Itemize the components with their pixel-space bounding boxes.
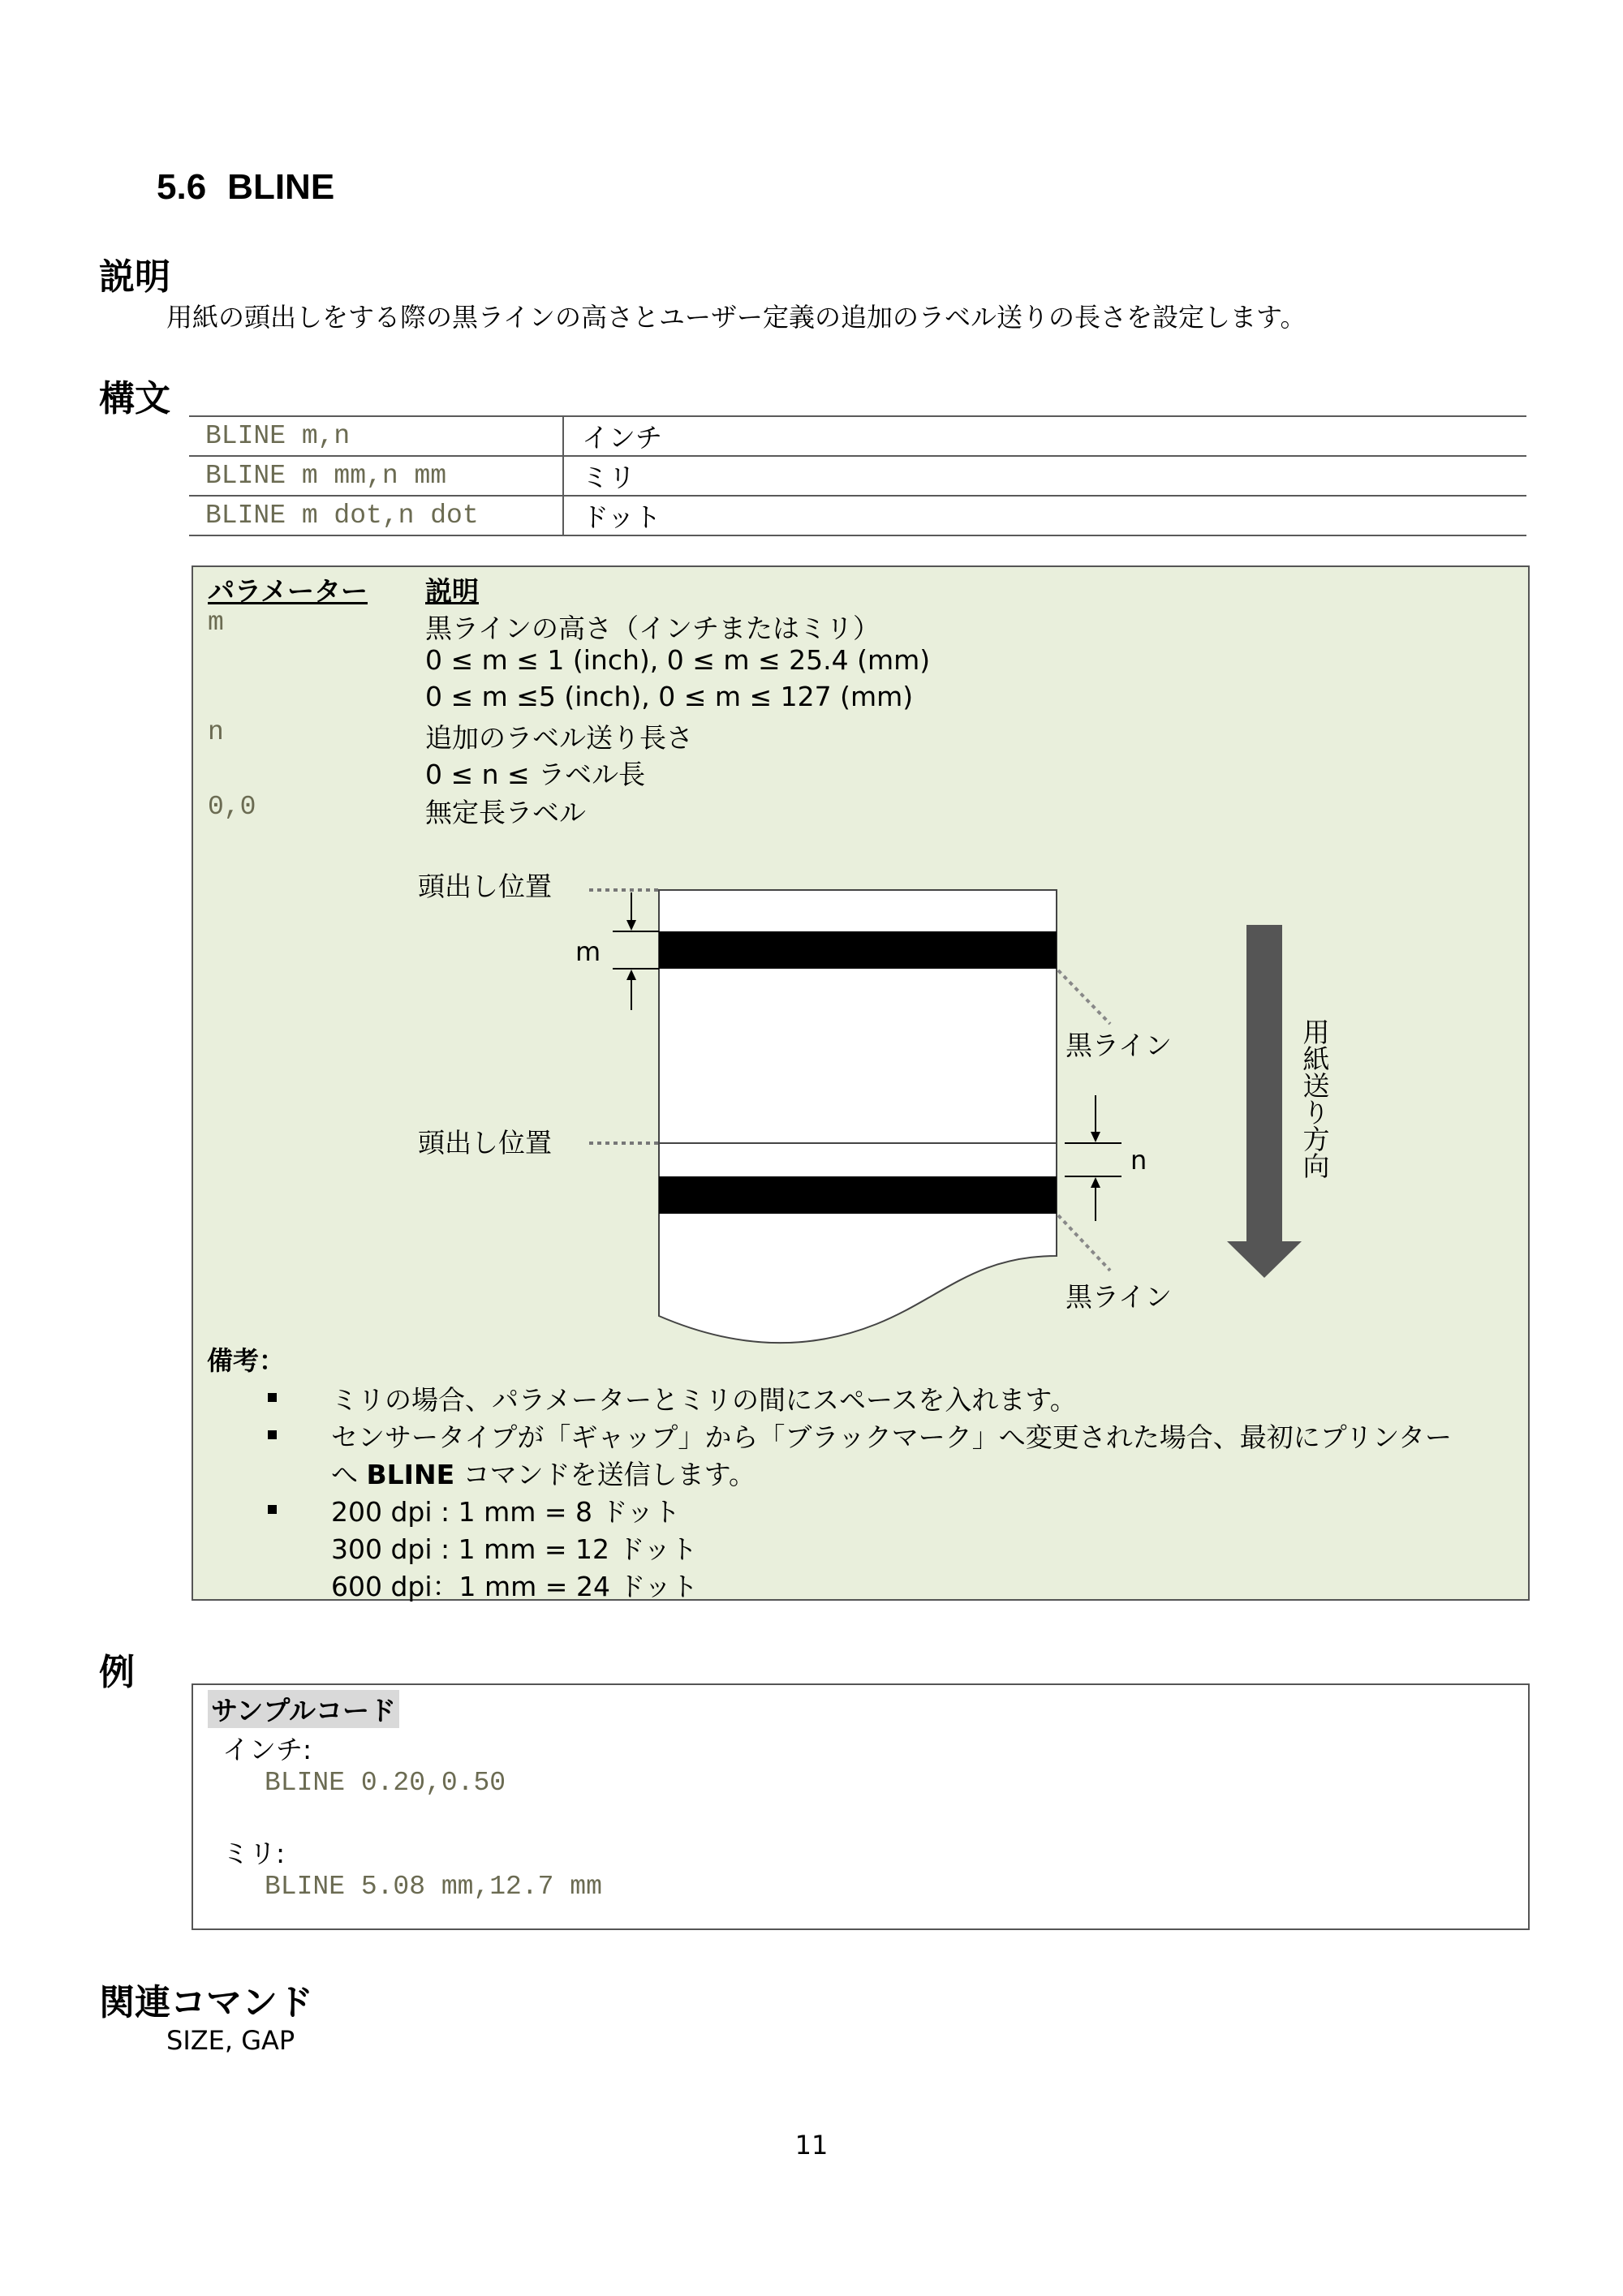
black-line-leader-2 — [1058, 1215, 1110, 1271]
syntax-heading: 構文 — [99, 378, 170, 419]
black-line-bar-1 — [659, 931, 1057, 969]
description-heading: 説明 — [99, 256, 170, 298]
syntax-unit: ドット — [563, 496, 1526, 535]
param-zero-desc: 無定長ラベル — [425, 797, 586, 828]
related-commands: SIZE, GAP — [166, 2025, 295, 2056]
notes-heading: 備考： — [207, 1345, 286, 1376]
note-item: 200 dpi : 1 mm = 8 ドット — [331, 1496, 681, 1528]
syntax-unit: インチ — [563, 416, 1526, 456]
example-mm-code: BLINE 5.08 mm,12.7 mm — [265, 1872, 602, 1902]
description-text: 用紙の頭出しをする際の黒ラインの高さとユーザー定義の追加のラベル送りの長さを設定します。 — [166, 302, 1307, 333]
syntax-command: BLINE m,n — [189, 416, 563, 456]
param-n-desc: 追加のラベル送り長さ — [425, 722, 693, 754]
m-arrow-up — [626, 970, 636, 980]
param-m-name: m — [208, 608, 224, 638]
start-pos-label-1: 頭出し位置 — [418, 871, 552, 902]
param-col-header: パラメーター — [208, 575, 368, 607]
syntax-unit: ミリ — [563, 456, 1526, 496]
note-dpi-600: 600 dpi：1 mm = 24 ドット — [331, 1571, 699, 1602]
section-name: BLINE — [227, 167, 335, 207]
example-inch-label: インチ: — [222, 1734, 312, 1765]
example-inch-code: BLINE 0.20,0.50 — [265, 1768, 506, 1798]
example-box — [192, 1683, 1530, 1930]
param-n-name: n — [208, 717, 224, 747]
bullet-icon — [268, 1430, 277, 1439]
n-arrow-down — [1091, 1132, 1100, 1142]
param-m-desc: 黒ラインの高さ（インチまたはミリ） — [425, 613, 880, 644]
example-mm-label: ミリ: — [222, 1838, 286, 1869]
param-n-range: 0 ≤ n ≤ ラベル長 — [425, 759, 646, 790]
section-number: 5.6 — [157, 167, 207, 207]
n-arrow-up — [1091, 1177, 1100, 1188]
feed-arrow-shaft — [1246, 925, 1282, 1243]
feed-direction-label: 用紙送り方向 — [1298, 1018, 1331, 1179]
bullet-icon — [268, 1505, 277, 1514]
sample-code-badge: サンプルコード — [208, 1690, 399, 1728]
black-line-label-1: 黒ライン — [1065, 1030, 1173, 1061]
black-line-label-2: 黒ライン — [1065, 1281, 1173, 1313]
note-item: センサータイプが「ギャップ」から「ブラックマーク」へ変更された場合、最初にプリンター — [331, 1421, 1453, 1453]
related-heading: 関連コマンド — [99, 1982, 313, 2023]
syntax-command: BLINE m dot,n dot — [189, 496, 563, 535]
bullet-icon — [268, 1393, 277, 1402]
param-m-range-1: 0 ≤ m ≤ 1 (inch), 0 ≤ m ≤ 25.4 (mm) — [425, 644, 931, 676]
param-zero-name: 0,0 — [208, 792, 256, 822]
desc-col-header: 説明 — [425, 575, 479, 607]
black-line-bar-2 — [659, 1176, 1057, 1214]
syntax-command: BLINE m mm,n mm — [189, 456, 563, 496]
m-label: m — [575, 936, 601, 967]
start-pos-label-2: 頭出し位置 — [418, 1127, 552, 1159]
black-line-leader-1 — [1058, 970, 1110, 1024]
param-m-range-2: 0 ≤ m ≤5 (inch), 0 ≤ m ≤ 127 (mm) — [425, 681, 914, 712]
note-item: ミリの場合、パラメーターとミリの間にスペースを入れます。 — [331, 1384, 1077, 1416]
note-item-continuation: へ BLINE コマンドを送信します。 — [331, 1459, 756, 1490]
page-number: 11 — [794, 2130, 829, 2161]
note-dpi-300: 300 dpi : 1 mm = 12 ドット — [331, 1533, 698, 1565]
m-arrow-down — [626, 920, 636, 931]
n-label: n — [1130, 1145, 1147, 1176]
feed-arrow-head — [1227, 1241, 1302, 1278]
example-heading: 例 — [99, 1652, 135, 1693]
